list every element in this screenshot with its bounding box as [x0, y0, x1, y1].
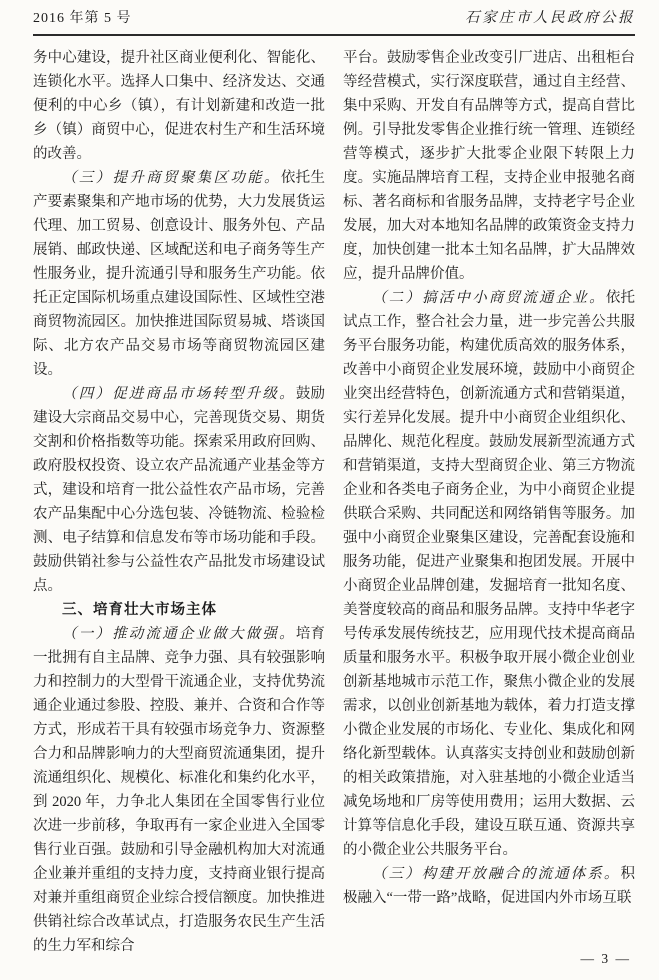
paragraph-body: 依托试点工作，整合社会力量，进一步完善公共服务平台服务功能，构建优质高效的服务体系，改善中小商贸企业发展环境，鼓励中小商贸企业突出经营特色，创新流通方式和营销渠道，实行差异化发展。提升中小商贸企业组织化、品牌化、规范化程度。鼓励发展新型流通方式和营销渠道，支持大型商贸企业、第三方物流企业和各类电子商务企业，为中小商贸企业提供联合采购、共同配送和网络销售等服务。加强中小商贸企业聚集区建设，完善配套设施和服务功能，促进产业聚集和抱团发展。开展中小商贸企业品牌创建，发掘培育一批知名度、美誉度较高的商品和服务品牌。支持中华老字号传承发展传统技艺，应用现代技术提高商品质量和服务水平。积极争取开展小微企业创业创新基地城市示范工作，聚焦小微企业的发展需求，以创业创新基地为载体，着力打造支撑小微企业发展的市场化、专业化、集成化和网络化新型载体。认真落实支持创业和鼓励创新的相关政策措施，对入驻基地的小微企业适当减免场地和厂房等使用费用；运用大数据、云计算等信息化手段，建设互联互通、资源共享的小微企业公共服务平台。: [343, 290, 635, 858]
paragraph-lead: （三）提升商贸聚集区功能。: [62, 170, 281, 186]
issue-number: 2016 年第 5 号: [33, 11, 132, 26]
paragraph: [33, 166, 325, 382]
paragraph-body: 依托生产要素聚集和产地市场的优势，大力发展货运代理、加工贸易、创意设计、服务外包、产品展销、邮政快递、区域配送和电子商务等生产性服务业，提升流通引导和服务生产功能。依托正定国际机场重点建设国际性、区域性空港商贸物流园区。加快推进国际贸易城、塔谈国际、北方农产品交易市场等商贸物流园区建设。: [33, 170, 325, 378]
paragraph-lead: （一）推动流通企业做大做强。: [62, 626, 296, 642]
continuation-paragraph: 务中心建设，提升社区商业便利化、智能化、连锁化水平。选择人口集中、经济发达、交通便利的中心乡（镇），有计划新建和改造一批乡（镇）商贸中心，促进农村生产和生活环境的改善。: [33, 50, 325, 162]
paragraph-body: 鼓励建设大宗商品交易中心，完善现货交易、期货交割和价格指数等功能。探索采用政府回购、政府股权投资、设立农产品流通产业基金等方式，建设和培育一批公益性农产品市场，完善农产品集配中心分选包装、冷链物流、检验检测、电子结算和信息发布等市场功能和手段。鼓励供销社参与公益性农产品批发市场建设试点。: [33, 386, 325, 594]
paragraph-body: 培育一批拥有自主品牌、竞争力强、具有较强影响力和控制力的大型骨干流通企业，支持优势流通企业通过参股、控股、兼并、合资和合作等方式，形成若干具有较强市场竞争力、资源整合力和品牌影响力的大型商贸流通集团，提升流通组织化、规模化、标准化和集约化水平，到 2020 年，力争北人集团在全国零售行业位次进一步前移，争取再有一家企业进入全国零售行业百强。鼓励和引导金融机构加大对流通企业兼并重组的支持力度，支持商业银行提高对兼并重组商贸企业综合授信额度。加快推进供销社综合改革试点，打造服务农民生产生活的生力军和综合: [33, 626, 325, 954]
left-column: [33, 46, 325, 958]
paragraph: [33, 382, 325, 598]
section-heading: 三、培育壮大市场主体: [62, 602, 217, 618]
paragraph-lead: （四）促进商品市场转型升级。: [62, 386, 296, 402]
paragraph-lead: （二）搞活中小商贸流通企业。: [372, 290, 606, 306]
continuation-paragraph: 平台。鼓励零售企业改变引厂进店、出租柜台等经营模式，实行深度联营，通过自主经营、集中采购、开发自有品牌等方式，提高自营比例。引导批发零售企业推行统一管理、连锁经营等模式，逐步扩大批零企业限下转限上力度。实施品牌培育工程，支持企业申报驰名商标、著名商标和省服务品牌，支持老字号企业发展，加大对本地知名品牌的政策资金支持力度，加快创建一批本土知名品牌，扩大品牌效应，提升品牌价值。: [343, 50, 635, 282]
page-number: — 3 —: [580, 951, 631, 966]
paragraph: [343, 862, 635, 910]
gazette-title: 石家庄市人民政府公报: [465, 10, 635, 26]
document-body: [33, 46, 635, 958]
paragraph: [343, 286, 635, 862]
paragraph-body: 积极融入“一带一路”战略，促进国内外市场互联: [343, 866, 635, 906]
right-column: [343, 46, 635, 958]
paragraph: [33, 622, 325, 958]
paragraph-lead: （三）构建开放融合的流通体系。: [372, 866, 621, 882]
page-header: [33, 6, 635, 36]
